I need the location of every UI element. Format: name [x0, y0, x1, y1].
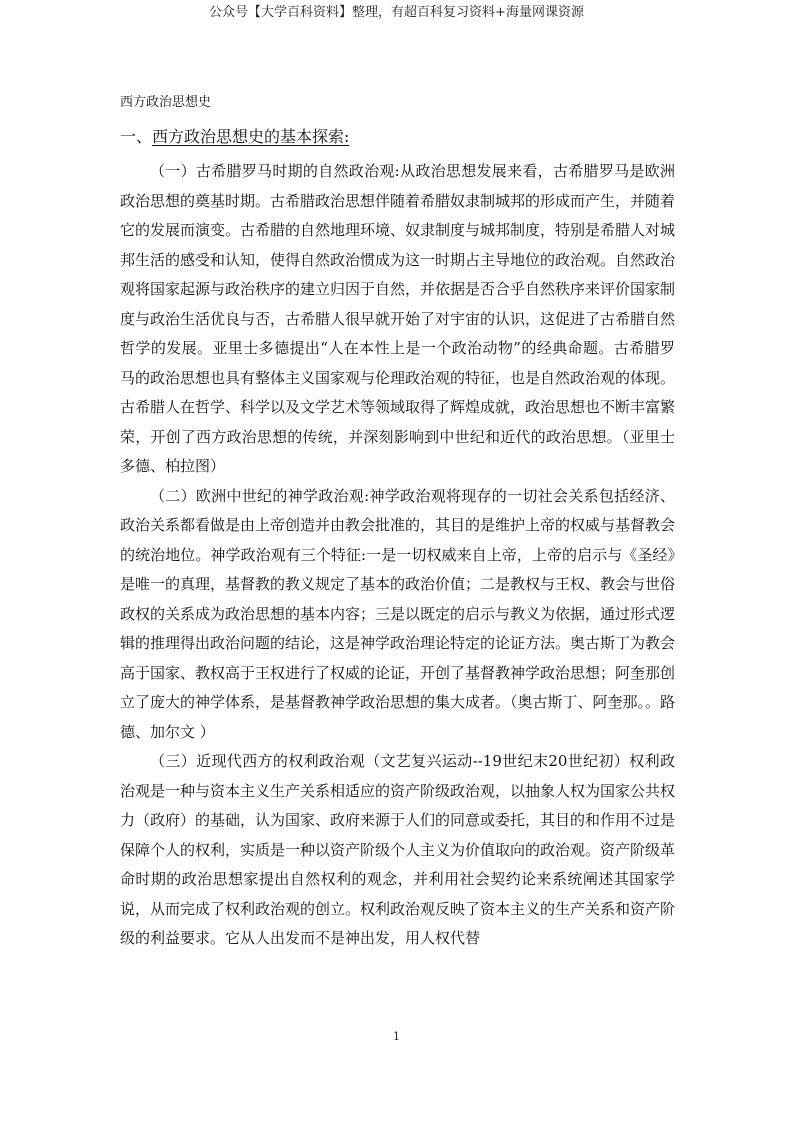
section-number: 一、: [120, 127, 153, 146]
body-text: [120, 157, 675, 954]
paragraph-medieval-theology: （二）欧洲中世纪的神学政治观:神学政治观将现存的一切社会关系包括经济、政治关系都看做是由上帝创造并由教会批准的，其目的是维护上帝的权威与基督教会的统治地位。神学政治观有三个特征:一是一切权威来自上帝，上帝的启示与《圣经》是唯一的真理，基督教的教义规定了基本的政治价值；二是教权与王权、教会与世俗政权的关系成为政治思想的基本内容；三是以既定的启示与教义为依据，通过形式逻辑的推理得出政治问题的结论，这是神学政治理论特定的论证方法。奥古斯丁为教会高于国家、教权高于王权进行了权威的论证，开创了基督教神学政治思想；阿奎那创立了庞大的神学体系，是基督教神学政治思想的集大成者。（奥古斯丁、阿奎那。。路德、加尔文 ）: [120, 486, 676, 741]
page-number: 1: [393, 1030, 400, 1043]
section-heading: [120, 126, 349, 148]
section-heading-text: 西方政治思想史的基本探索:: [152, 127, 350, 146]
document-title: 西方政治思想史: [120, 95, 212, 110]
paragraph-modern-rights: （三）近现代西方的权利政治观（文艺复兴运动--19世纪末20世纪初）权利政治观是一种与资本主义生产关系相适应的资产阶级政治观，以抽象人权为国家公共权力（政府）的基础，认为国家、政府来源于人们的同意或委托，其目的和作用不过是保障个人的权利，实质是一种以资产阶级个人主义为价值取向的政治观。资产阶级革命时期的政治思想家提出自然权利的观念，并利用社会契约论来系统阐述其国家学说，从而完成了权利政治观的创立。权利政治观反映了资本主义的生产关系和资产阶级的利益要求。它从人出发而不是神出发，用人权代替: [120, 752, 676, 947]
header-banner: 公众号【大学百科资料】整理，有超百科复习资料+海量网课资源: [209, 5, 584, 20]
paragraph-ancient-greece-rome: （一）古希腊罗马时期的自然政治观:从政治思想发展来看，古希腊罗马是欧洲政治思想的奠基时期。古希腊政治思想伴随着希腊奴隶制城邦的形成而产生，并随着它的发展而演变。古希腊的自然地理环境、奴隶制度与城邦制度，特别是希腊人对城邦生活的感受和认知，使得自然政治惯成为这一时期占主导地位的政治观。自然政治观将国家起源与政治秩序的建立归因于自然，并依据是否合乎自然秩序来评价国家制度与政治生活优良与否，古希腊人很早就开始了对宇宙的认识，这促进了古希腊自然哲学的发展。亚里士多德提出“人在本性上是一个政治动物”的经典命题。古希腊罗马的政治思想也具有整体主义国家观与伦理政治观的特征，也是自然政治观的体现。古希腊人在哲学、科学以及文学艺术等领域取得了辉煌成就，政治思想也不断丰富繁荣，开创了西方政治思想的传统，并深刻影响到中世纪和近代的政治思想。（亚里士多德、柏拉图）: [120, 162, 676, 475]
